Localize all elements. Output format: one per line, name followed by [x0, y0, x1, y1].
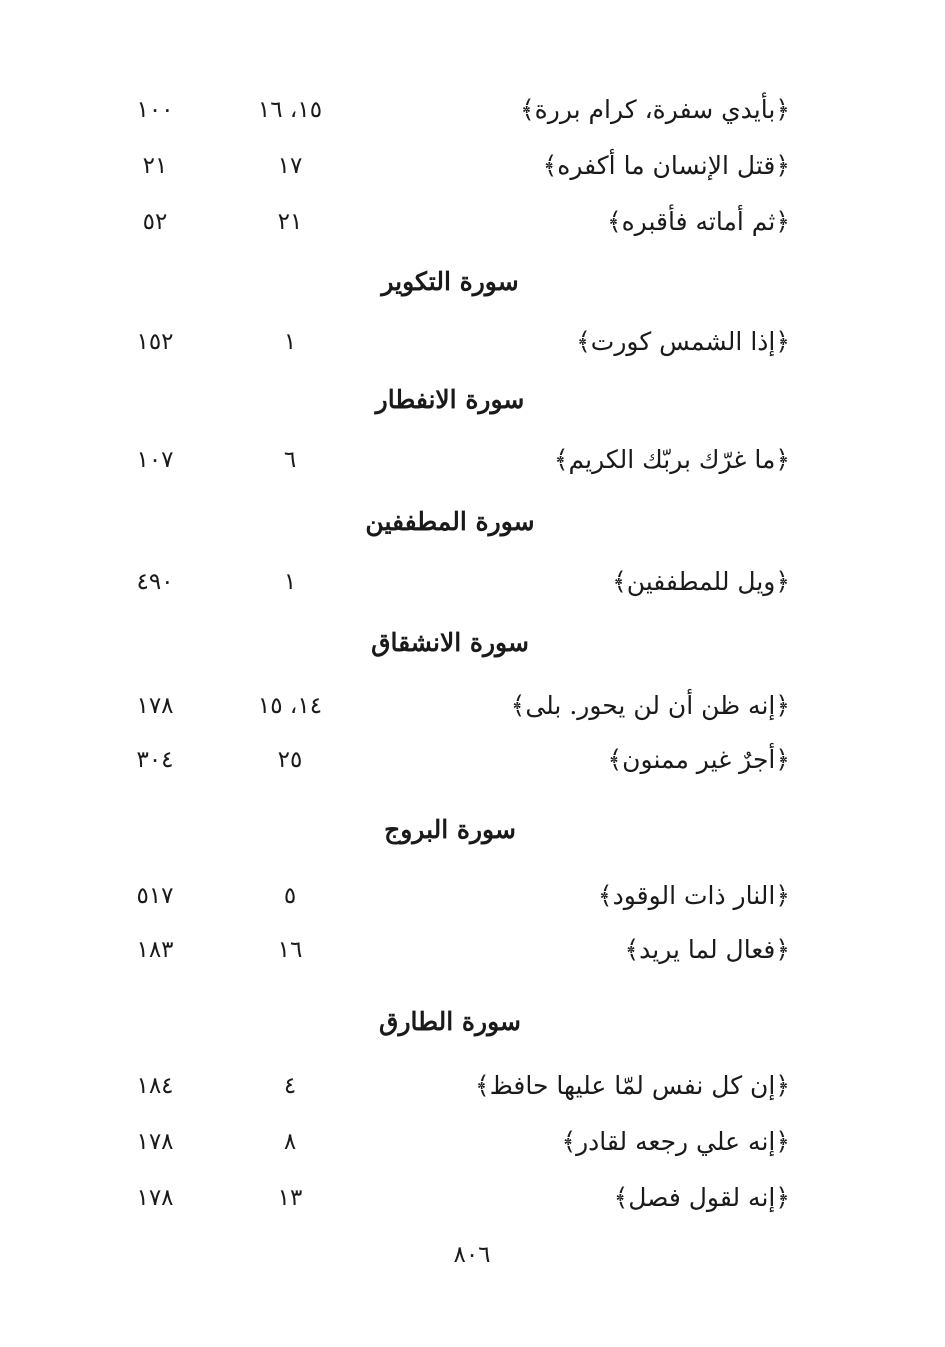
verse-text: ﴿ويل للمطففين﴾ [612, 567, 790, 596]
ayah-number: ٥ [283, 883, 297, 909]
surah-heading: سورة المطففين [365, 507, 535, 536]
verse-text: ﴿ما غرّك بربّك الكريم﴾ [553, 445, 790, 474]
page-reference: ٢١ [142, 153, 168, 179]
index-row [0, 562, 945, 602]
index-row [0, 202, 945, 242]
index-row [0, 90, 945, 130]
ayah-number: ١ [283, 329, 297, 355]
page-reference: ١٧٨ [136, 1129, 174, 1155]
index-row [0, 322, 945, 362]
index-row [0, 876, 945, 916]
surah-heading: سورة الانفطار [375, 385, 525, 414]
verse-text: ﴿إن كل نفس لمّا عليها حافظ﴾ [475, 1071, 790, 1100]
ayah-number: ١٤، ١٥ [257, 693, 323, 719]
page-reference: ٤٩٠ [136, 569, 174, 595]
surah-heading: سورة البروج [384, 815, 516, 844]
page-reference: ١٠٧ [136, 447, 174, 473]
footer-page-number: ٨٠٦ [453, 1242, 491, 1268]
index-row [0, 1122, 945, 1162]
page-reference: ٥١٧ [136, 883, 174, 909]
surah-heading: سورة الطارق [379, 1007, 521, 1036]
verse-text: ﴿إذا الشمس كورت﴾ [576, 327, 790, 356]
page-reference: ١٧٨ [136, 693, 174, 719]
verse-text: ﴿قتل الإنسان ما أكفره﴾ [542, 151, 790, 180]
verse-text: ﴿بأيدي سفرة، كرام بررة﴾ [520, 95, 790, 124]
page-reference: ١٠٠ [136, 97, 174, 123]
index-row [0, 930, 945, 970]
surah-heading: سورة الانشقاق [371, 628, 529, 657]
verse-text: ﴿أجرٌ غير ممنون﴾ [607, 745, 790, 774]
ayah-number: ١٦ [277, 937, 303, 963]
ayah-number: ١ [283, 569, 297, 595]
verse-text: ﴿إنه علي رجعه لقادر﴾ [561, 1127, 790, 1156]
surah-heading: سورة التكوير [381, 267, 519, 296]
index-row [0, 440, 945, 480]
ayah-number: ٢٥ [277, 747, 303, 773]
page-reference: ٣٠٤ [136, 747, 174, 773]
ayah-number: ٨ [283, 1129, 297, 1155]
verse-text: ﴿النار ذات الوقود﴾ [597, 881, 790, 910]
page-reference: ١٨٤ [136, 1073, 174, 1099]
ayah-number: ١٣ [277, 1185, 303, 1211]
verse-text: ﴿ثم أماته فأقبره﴾ [606, 207, 790, 236]
page-reference: ١٨٣ [136, 937, 174, 963]
index-row [0, 1178, 945, 1218]
verse-text: ﴿فعال لما يريد﴾ [624, 935, 790, 964]
verse-text: ﴿إنه لقول فصل﴾ [613, 1183, 790, 1212]
index-row [0, 146, 945, 186]
index-row [0, 686, 945, 726]
page-reference: ٥٢ [142, 209, 168, 235]
ayah-number: ١٥، ١٦ [257, 97, 323, 123]
verse-text: ﴿إنه ظن أن لن يحور. بلى﴾ [510, 691, 790, 720]
page-reference: ١٥٢ [136, 329, 174, 355]
ayah-number: ٦ [283, 447, 297, 473]
index-row [0, 1066, 945, 1106]
ayah-number: ٢١ [277, 209, 303, 235]
ayah-number: ١٧ [277, 153, 303, 179]
page-reference: ١٧٨ [136, 1185, 174, 1211]
ayah-number: ٤ [283, 1073, 297, 1099]
index-row [0, 740, 945, 780]
